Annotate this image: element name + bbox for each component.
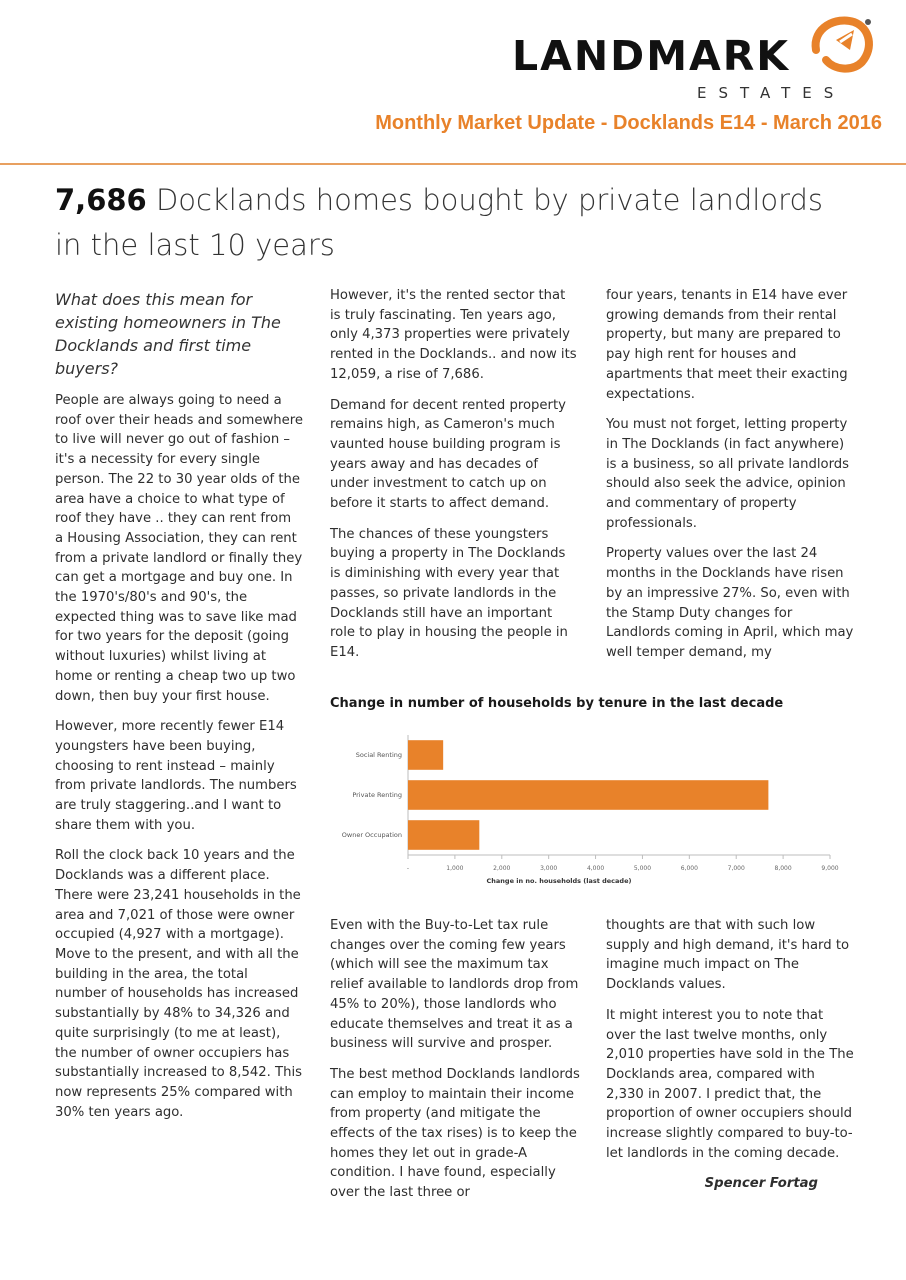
bar (408, 740, 443, 770)
author-signature: Spencer Fortag (704, 1176, 818, 1192)
paragraph: Demand for decent rented property remains high, as Cameron's much vaunted house building program is years away and has decades of under investment to catch up on before it starts to affect demand. (330, 397, 566, 512)
header-divider (0, 163, 906, 165)
category-label: Private Renting (352, 791, 402, 799)
bar (408, 820, 479, 850)
category-label: Owner Occupation (341, 831, 402, 839)
column-2 (330, 286, 577, 674)
category-label: Social Renting (355, 751, 402, 759)
x-tick-label: 3,000 (540, 865, 558, 872)
intro-question: What does this mean for existing homeowners in The Docklands and first time buyers? (55, 290, 281, 378)
landmark-logo (512, 10, 882, 100)
paragraph: It might interest you to note that over the last twelve months, only 2,010 properties have sold in the The Docklands area, compared with 2,330 in 2007. I predict that, the proportion of owner occupiers should increase slightly compared to buy-to-let landlords in the coming decade. (606, 1007, 854, 1161)
x-tick-label: 5,000 (633, 865, 652, 872)
x-tick-label: 7,000 (727, 865, 745, 872)
x-tick-label: 6,000 (680, 865, 698, 872)
column-3-lower (606, 916, 854, 1194)
paragraph: thoughts are that with such low supply and high demand, it's hard to imagine much impact on The Docklands values. (606, 918, 850, 993)
headline (55, 178, 855, 268)
paragraph: The best method Docklands landlords can employ to maintain their income from property (and mitigate the effects of the tax rises) is to keep the homes they let out in grade-A condition. I have found, especially over the last three or (330, 1066, 580, 1201)
brand-sub: ESTATES (697, 84, 846, 102)
paragraph: Even with the Buy-to-Let tax rule changes over the coming few years (which will see the maximum tax relief available to landlords drop from 45% to 20%), those landlords who educate themselves and treat it as a business will survive and prosper. (330, 918, 579, 1052)
paragraph: The chances of these youngsters buying a property in The Docklands is diminishing with every year that passes, so private landlords in the Docklands still have an important role to play in housing the people in E14. (330, 526, 568, 660)
x-tick-label: 4,000 (586, 865, 605, 872)
arrow-swirl-icon (806, 10, 882, 76)
report-subtitle: Monthly Market Update - Docklands E14 - March 2016 (375, 112, 882, 134)
headline-number: 7,686 (55, 183, 147, 217)
paragraph: However, more recently fewer E14 youngsters have been buying, choosing to rent instead – mainly from private landlords. The numbers are truly staggering..and I want to share them with you. (55, 719, 297, 833)
paragraph: People are always going to need a roof over their heads and somewhere to live will never go out of fashion – it's a necessity for every single person. The 22 to 30 year olds of the area have a choice to what type of roof they have .. they can rent from a Housing Association, they can rent from a private landlord or finally they can get a mortgage and buy one. In the 1970's/80's and 90's, the expected thing was to save like mad for two years for the deposit (going without luxuries) whilst living at home or renting a cheap two up two down, then buy your first house. (55, 393, 304, 704)
bar (408, 780, 768, 810)
x-tick-label: 8,000 (774, 865, 792, 872)
x-tick-label: 2,000 (493, 865, 511, 872)
chart-title: Change in number of households by tenure in the last decade (330, 696, 784, 711)
x-axis-label: Change in no. households (last decade) (486, 877, 632, 885)
paragraph: Property values over the last 24 months in the Docklands have risen by an impressive 27%. So, even with the Stamp Duty changes for Landlords coming in April, which may well temper demand, my (606, 546, 854, 660)
column-2-lower (330, 916, 580, 1214)
tenure-bar-chart (320, 725, 840, 895)
paragraph: You must not forget, letting property in The Docklands (in fact anywhere) is a business, so all private landlords should also seek the advice, opinion and commentary of property professionals. (606, 417, 850, 531)
x-tick-label: - (406, 865, 410, 872)
brand-name: LANDMARK (512, 32, 791, 80)
column-3 (606, 286, 854, 674)
headline-text: Docklands homes bought by private landlords in the last 10 years (55, 183, 824, 262)
x-tick-label: 1,000 (446, 865, 464, 872)
paragraph: four years, tenants in E14 have ever growing demands from their rental property, but many are prepared to pay high rent for houses and apartments that meet their exacting expectations. (606, 288, 848, 402)
paragraph: Roll the clock back 10 years and the Docklands was a different place. There were 23,241 households in the area and 7,021 of those were owner occupied (4,927 with a mortgage). Move to the present, and with all the building in the area, the total number of households has increased substantially by 48% to 34,326 and quite surprisingly (to me at least), the number of owner occupiers has substantially increased to 8,542. This now represents 25% compared with 30% ten years ago. (55, 848, 302, 1120)
column-1 (55, 288, 303, 1133)
x-tick-label: 9,000 (821, 865, 839, 872)
paragraph: However, it's the rented sector that is truly fascinating. Ten years ago, only 4,373 properties were privately rented in the Docklands.. and now its 12,059, a rise of 7,686. (330, 288, 577, 382)
